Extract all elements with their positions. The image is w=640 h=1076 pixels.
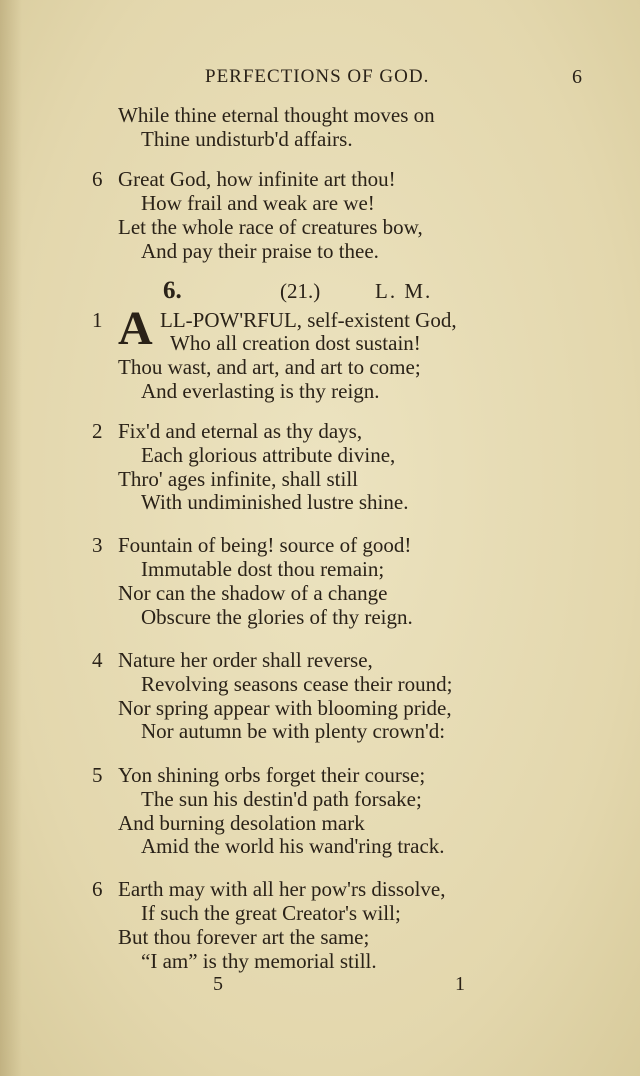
hymn-heading [0, 277, 640, 307]
stanza-number: 6 [92, 167, 103, 191]
binding-shadow [0, 0, 22, 1076]
verse-line: Fix'd and eternal as thy days, [118, 419, 363, 443]
verse-line: Yon shining orbs forget their course; [118, 763, 426, 787]
hymn-meter: L. M. [375, 279, 433, 303]
verse-line: Thro' ages infinite, shall still [118, 467, 358, 491]
verse-line: If such the great Creator's will; [141, 901, 401, 925]
verse-line: With undiminished lustre shine. [141, 490, 409, 514]
verse-line: How frail and weak are we! [141, 191, 375, 215]
stanza-number: 4 [92, 648, 103, 672]
stanza-number: 2 [92, 419, 103, 443]
page-number: 6 [572, 66, 582, 88]
page-header [0, 66, 640, 94]
verse-line: Nor autumn be with plenty crown'd: [141, 719, 446, 743]
verse-line: Each glorious attribute divine, [141, 443, 396, 467]
verse-line: While thine eternal thought moves on [118, 103, 435, 127]
verse-line: Let the whole race of creatures bow, [118, 215, 423, 239]
stanza-number: 5 [92, 763, 103, 787]
stanza-number: 3 [92, 533, 103, 557]
verse-line: “I am” is thy memorial still. [141, 949, 377, 973]
signature-mark: 5 [213, 973, 223, 995]
verse-line: And pay their praise to thee. [141, 239, 379, 263]
verse-line: Nor spring appear with blooming pride, [118, 696, 452, 720]
running-title: PERFECTIONS OF GOD. [205, 66, 430, 87]
verse-line: LL-POW'RFUL, self-existent God, [160, 308, 457, 332]
verse-line: Earth may with all her pow'rs dissolve, [118, 877, 446, 901]
verse-line: Great God, how infinite art thou! [118, 167, 396, 191]
verse-line: Revolving seasons cease their round; [141, 672, 453, 696]
verse-line: Obscure the glories of thy reign. [141, 605, 413, 629]
verse-line: Nature her order shall reverse, [118, 648, 373, 672]
verse-line: Who all creation dost sustain! [170, 331, 421, 355]
page-footer [0, 973, 640, 999]
verse-line: The sun his destin'd path forsake; [141, 787, 422, 811]
drop-cap: A [118, 302, 153, 355]
verse-line: Nor can the shadow of a change [118, 581, 388, 605]
stanza-number: 6 [92, 877, 103, 901]
verse-line: And burning desolation mark [118, 811, 365, 835]
verse-line: But thou forever art the same; [118, 925, 370, 949]
verse-line: Thou wast, and art, and art to come; [118, 355, 421, 379]
verse-line: Thine undisturb'd affairs. [141, 127, 353, 151]
verse-line: Fountain of being! source of good! [118, 533, 412, 557]
signature-mark-right: 1 [455, 973, 465, 995]
verse-line: Amid the world his wand'ring track. [141, 834, 445, 858]
verse-line: And everlasting is thy reign. [141, 379, 380, 403]
hymn-number: 6. [163, 277, 182, 304]
stanza-number: 1 [92, 308, 103, 332]
verse-line: Immutable dost thou remain; [141, 557, 385, 581]
hymn-reference: (21.) [280, 279, 321, 303]
